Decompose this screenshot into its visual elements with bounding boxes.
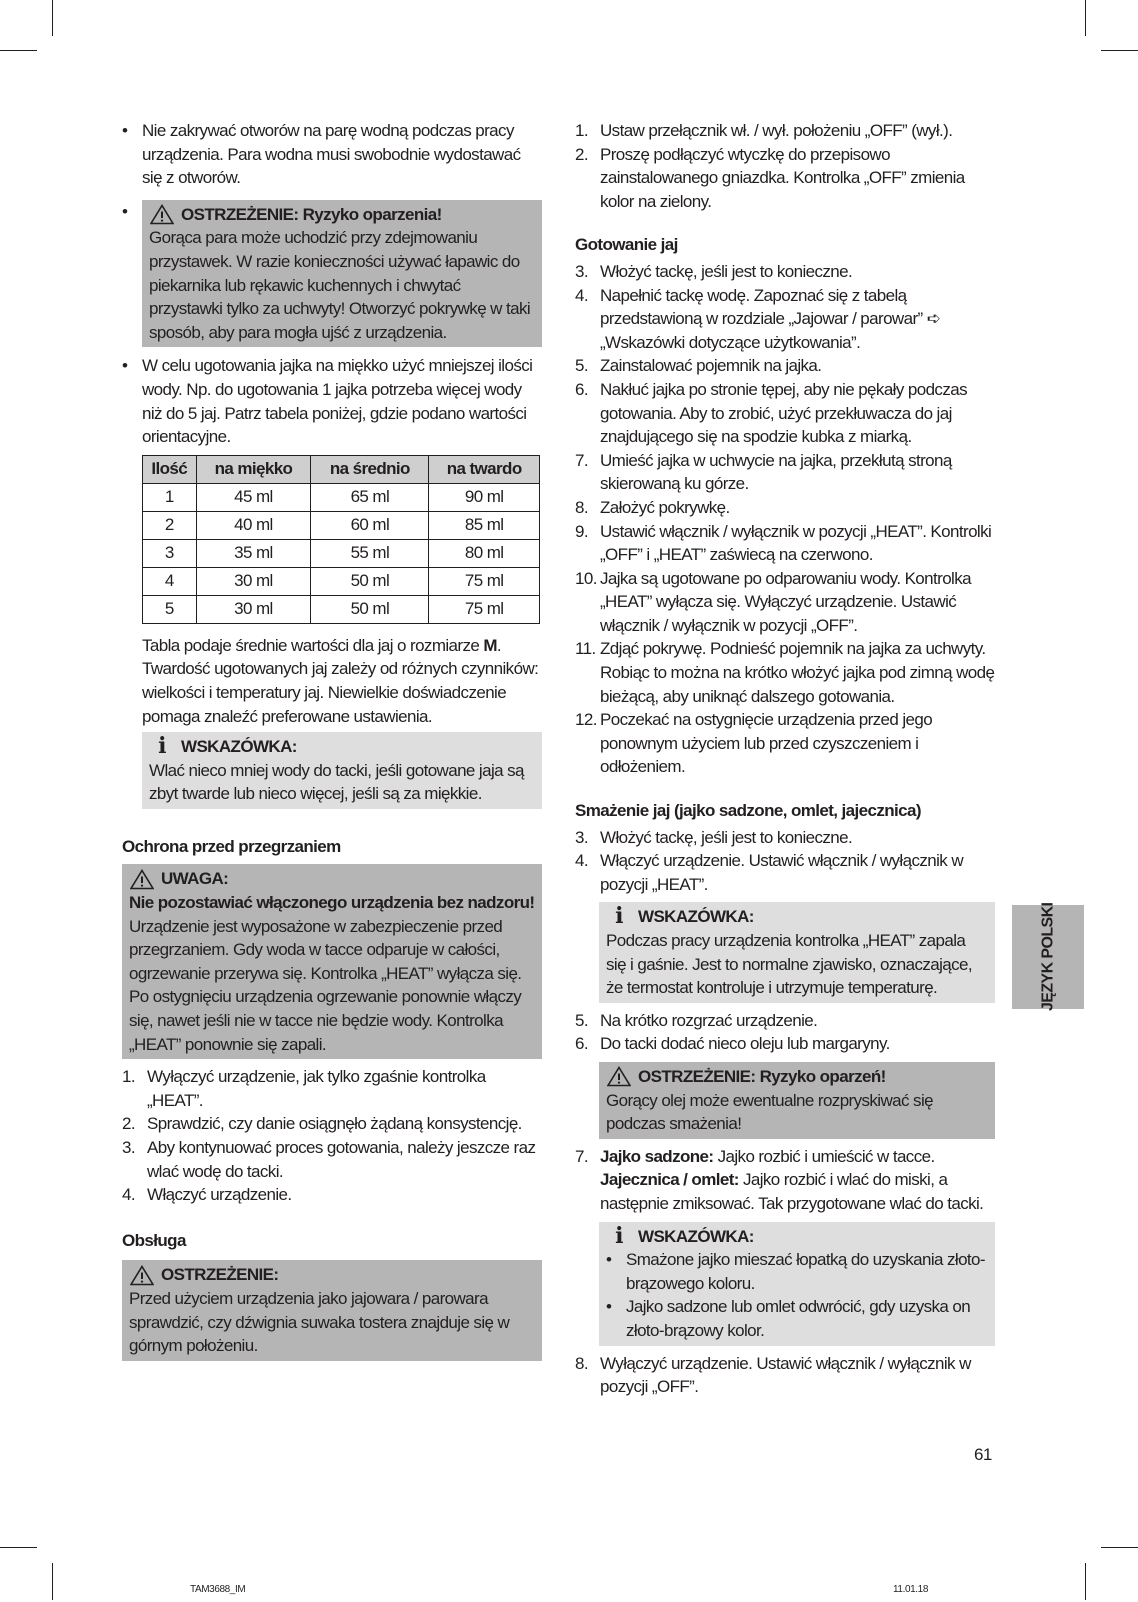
item-text: Ustawić włącznik / wyłącznik w pozycji „HEAT”. Kontrolki „OFF” i „HEAT” zaświecą na czerwono.	[600, 521, 992, 565]
list-item	[575, 826, 995, 850]
list-item	[122, 1065, 542, 1112]
warning-icon	[606, 1066, 632, 1087]
list-item	[122, 200, 542, 348]
list-item: 7. Jajko sadzone: Jajko rozbić i umieścić w tacce. Jajecznica / omlet: Jajko rozbić i wlać do miski, a następnie zmiksować. Tak przygotowane wlać do tacki.	[575, 1146, 984, 1213]
crop-mark	[52, 1563, 53, 1600]
table-cell: 30 ml	[196, 567, 311, 595]
hint-box: i WSKAZÓWKA: • Smażone jajko mieszać łopatką do uzyskania złoto-brązowego koloru. • Jajko sadzone lub omlet odwrócić, gdy uzyska on złoto-brązowy kolor.	[599, 1222, 995, 1346]
table-row	[143, 567, 540, 595]
item-number: 12.	[575, 710, 597, 730]
item-number: 6.	[575, 379, 588, 399]
table-row	[143, 539, 540, 567]
list-item: • Nie zakrywać otworów na parę wodną podczas pracy urządzenia. Para wodna musi swobodnie wydostawać się z otworów.	[122, 119, 542, 190]
footer-code: TAM3688_IM	[190, 1584, 246, 1595]
warning-title: OSTRZEŻENIE: Ryzyko oparzenia!	[181, 204, 442, 224]
info-icon: i	[615, 1222, 623, 1249]
item-number: 4.	[122, 1185, 135, 1205]
item-number: 2.	[122, 1114, 135, 1134]
section-heading: Smażenie jaj (jajko sadzone, omlet, jajecznica)	[575, 801, 921, 821]
right-column	[575, 119, 995, 1399]
item-text: Założyć pokrywkę.	[600, 497, 730, 517]
bullet: •	[122, 121, 128, 140]
table-cell: 4	[143, 567, 197, 595]
list-item	[575, 520, 995, 567]
crop-mark	[0, 50, 37, 51]
list-item	[122, 1112, 542, 1136]
item-number: 5.	[575, 356, 588, 376]
table-cell: 85 ml	[429, 511, 540, 539]
table-cell: 60 ml	[311, 511, 429, 539]
section-heading: Obsługa	[122, 1230, 186, 1250]
bullet: •	[122, 356, 128, 376]
list-item: • Jajko sadzone lub omlet odwrócić, gdy uzyska on złoto-brązowy kolor.	[606, 1297, 971, 1340]
list-item: • W celu ugotowania jajka na miękko użyć mniejszej ilości wody. Np. do ugotowania 1 jajka potrzeba więcej wody niż do 5 jaj. Patrz tabela poniżej, gdzie podano wartości orientacyjne.	[122, 354, 542, 448]
item-text: Proszę podłączyć wtyczkę do przepisowo zainstalowanego gniazdka. Kontrolka „OFF” zmienia kolor na zielony.	[600, 144, 965, 211]
table-header: Ilość	[143, 455, 197, 483]
item-text: Ustaw przełącznik wł. / wył. położeniu „OFF” (wył.).	[600, 121, 953, 140]
warning-box	[142, 200, 542, 348]
section-heading: Gotowanie jaj	[575, 235, 678, 255]
item-number: 3.	[575, 827, 588, 847]
table-header: na twardo	[429, 455, 540, 483]
table-cell: 90 ml	[429, 483, 540, 511]
table-cell: 35 ml	[196, 539, 311, 567]
list-item	[575, 143, 995, 214]
list-item	[575, 849, 995, 896]
table-cell: 3	[143, 539, 197, 567]
table-cell: 65 ml	[311, 483, 429, 511]
crop-mark	[52, 0, 53, 36]
item-text: Na krótko rozgrzać urządzenie.	[600, 1010, 818, 1030]
info-icon: i	[615, 903, 623, 930]
item-number: 4.	[575, 851, 588, 871]
table-cell: 5	[143, 595, 197, 623]
list-item	[575, 378, 995, 449]
item-text: Zdjąć pokrywę. Podnieść pojemnik na jajka za uchwyty. Robiąc to można na krótko włożyć jajka pod zimną wodę bieżącą, aby uniknąć dalszego gotowania.	[600, 639, 995, 706]
table-cell: 30 ml	[196, 595, 311, 623]
item-text: Jajka są ugotowane po odparowaniu wody. Kontrolka „HEAT” wyłącza się. Wyłączyć urządzenie. Ustawić włącznik / wyłącznik w pozycji „OFF”.	[600, 568, 971, 635]
section-heading: Ochrona przed przegrzaniem	[122, 836, 341, 856]
item-number: 4.	[575, 285, 588, 305]
table-cell: 50 ml	[311, 595, 429, 623]
table-cell: 80 ml	[429, 539, 540, 567]
crop-mark	[1101, 50, 1138, 51]
bullet: •	[122, 201, 128, 221]
table-header: na miękko	[196, 455, 311, 483]
left-column	[122, 119, 542, 1361]
item-number: 3.	[122, 1138, 135, 1157]
item-number: 10.	[575, 568, 597, 588]
crop-mark	[1085, 1563, 1086, 1600]
footer-date: 11.01.18	[893, 1584, 928, 1595]
item-text: Włożyć tackę, jeśli jest to konieczne.	[600, 261, 853, 281]
list-item	[575, 449, 995, 496]
table-row	[143, 511, 540, 539]
list-item	[575, 284, 995, 355]
item-text: Napełnić tackę wodę. Zapoznać się z tabelą przedstawioną w rozdziale „Jajowar / parowar” ➪ „Wskazówki dotyczące użytkowania”.	[600, 285, 941, 352]
item-text: Nakłuć jajka po stronie tępej, aby nie pękały podczas gotowania. Aby to zrobić, użyć przekłuwacza do jaj znajdującego się na spodzie kubka z miarką.	[600, 379, 967, 447]
crop-mark	[1085, 0, 1086, 36]
page-number: 61	[974, 1445, 992, 1464]
table-cell: 2	[143, 511, 197, 539]
table-cell: 50 ml	[311, 567, 429, 595]
warning-box: OSTRZEŻENIE: Przed użyciem urządzenia jako jajowara / parowara sprawdzić, czy dźwignia suwaka tostera znajduje się w górnym położeniu.	[122, 1260, 542, 1360]
list-item	[575, 496, 995, 520]
crop-mark	[0, 1547, 37, 1548]
list-item	[575, 354, 995, 378]
item-number: 2.	[575, 144, 588, 164]
list-item	[575, 637, 995, 708]
water-amount-table	[142, 455, 540, 624]
hint-box: i WSKAZÓWKA: Wlać nieco mniej wody do tacki, jeśli gotowane jaja są zbyt twarde lub nieco więcej, jeśli są za miękkie.	[142, 732, 542, 809]
item-number: 7.	[575, 450, 588, 470]
info-icon: i	[158, 733, 166, 760]
item-text: Sprawdzić, czy danie osiągnęło żądaną konsystencję.	[147, 1114, 522, 1134]
crop-mark	[1101, 1547, 1138, 1548]
item-number: 1.	[575, 121, 588, 140]
table-cell: 75 ml	[429, 595, 540, 623]
item-text: Umieść jajka w uchwycie na jajka, przekłutą stroną skierowaną ku górze.	[600, 450, 952, 494]
list-item: • Smażone jajko mieszać łopatką do uzyskania złoto-brązowego koloru.	[606, 1250, 985, 1293]
caution-box: UWAGA: Nie pozostawiać włączonego urządzenia bez nadzoru! Urządzenie jest wyposażone w zabezpieczenie przed przegrzaniem. Gdy woda w tacce odparuje w całości, ogrzewanie przerywa się. Kontrolka „HEAT” wyłącza się. Po ostygnięciu urządzenia ogrzewanie ponownie włączy się, nawet jeśli nie w tacce nie będzie wody. Kontrolka „HEAT” ponownie się zapali.	[122, 864, 542, 1059]
table-header: na średnio	[311, 455, 429, 483]
list-item	[575, 567, 995, 638]
warning-icon	[129, 1265, 155, 1286]
item-text: Włożyć tackę, jeśli jest to konieczne.	[600, 827, 853, 847]
warning-text: Gorąca para może uchodzić przy zdejmowaniu przystawek. W razie konieczności używać łapawic do piekarnika lub rękawic kuchennych i chwytać przystawki tylko za uchwyty! Otworzyć pokrywkę w taki sposób, aby para mogła ujść z urządzenia.	[149, 228, 531, 342]
list-item: 8. Wyłączyć urządzenie. Ustawić włącznik / wyłącznik w pozycji „OFF”.	[575, 1353, 971, 1397]
table-row	[143, 483, 540, 511]
item-text: Włączyć urządzenie. Ustawić włącznik / wyłącznik w pozycji „HEAT”.	[600, 851, 963, 894]
item-number: 9.	[575, 521, 588, 541]
item-number: 5.	[575, 1010, 588, 1030]
item-number: 1.	[122, 1067, 135, 1087]
warning-box: OSTRZEŻENIE: Ryzyko oparzeń! Gorący olej może ewentualne rozpryskiwać się podczas smażenia!	[599, 1062, 995, 1139]
item-number: 6.	[575, 1034, 588, 1054]
item-text: Wyłączyć urządzenie, jak tylko zgaśnie kontrolka „HEAT”.	[147, 1067, 486, 1110]
list-item	[575, 1009, 995, 1033]
warning-icon	[149, 204, 175, 225]
list-item	[122, 1136, 542, 1183]
table-row	[143, 595, 540, 623]
table-cell: 40 ml	[196, 511, 311, 539]
item-text: Do tacki dodać nieco oleju lub margaryny.	[600, 1034, 890, 1054]
item-text: Zainstalować pojemnik na jajka.	[600, 356, 822, 376]
list-item	[575, 260, 995, 284]
list-item	[122, 1183, 542, 1207]
table-cell: 45 ml	[196, 483, 311, 511]
list-item	[575, 119, 995, 143]
table-cell: 55 ml	[311, 539, 429, 567]
item-number: 3.	[575, 261, 588, 281]
list-item	[575, 1032, 995, 1056]
list-item	[575, 708, 995, 779]
item-text: Poczekać na ostygnięcie urządzenia przed jego ponownym użyciem lub przed czyszczeniem i odłożeniem.	[600, 710, 933, 777]
warning-icon	[129, 869, 155, 890]
table-cell: 1	[143, 483, 197, 511]
table-note: Tabla podaje średnie wartości dla jaj o rozmiarze M. Twardość ugotowanych jaj zależy od różnych czynników: wielkości i temperatury jaj. Niewielkie doświadczenie pomaga znaleźć preferowane ustawienia.	[142, 635, 539, 726]
item-number: 8.	[575, 497, 588, 517]
side-language-tab: JĘZYK POLSKI	[1012, 905, 1084, 1009]
table-cell: 75 ml	[429, 567, 540, 595]
hint-box: i WSKAZÓWKA: Podczas pracy urządzenia kontrolka „HEAT” zapala się i gaśnie. Jest to normalne zjawisko, oznaczające, że termostat kontroluje i utrzymuje temperaturę.	[599, 902, 995, 1002]
item-number: 11.	[575, 639, 596, 659]
item-text: Włączyć urządzenie.	[147, 1185, 292, 1205]
item-text: Aby kontynuować proces gotowania, należy jeszcze raz wlać wodę do tacki.	[147, 1138, 536, 1181]
